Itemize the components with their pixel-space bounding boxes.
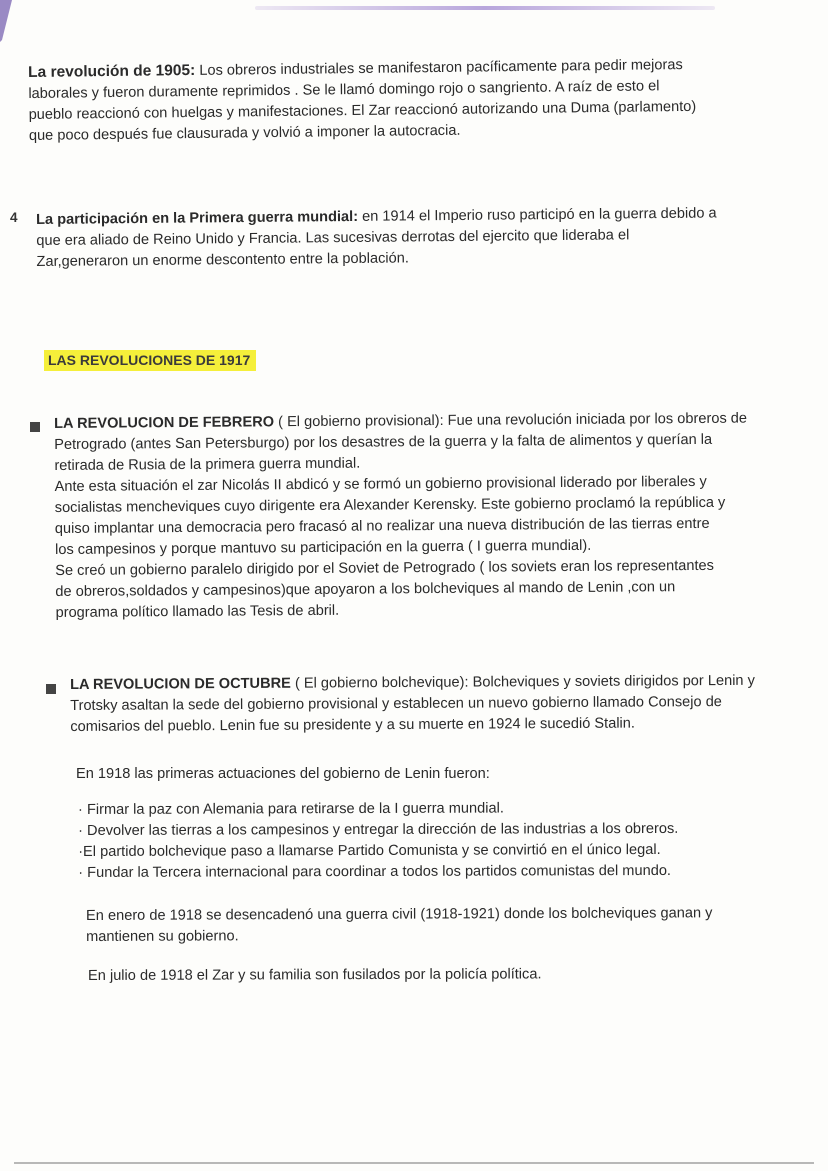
- list-item: ·El partido bolchevique paso a llamarse Partido Comunista y se convirtió en el único legal.: [78, 841, 661, 860]
- paragraph-october: LA REVOLUCION DE OCTUBRE ( El gobierno bolchevique): Bolcheviques y soviets dirigidos por Lenin y Trotsky asaltan la sede del gobierno provisional y establecen un nuevo gobierno llamado Consejo de comisarios del pueblo. Lenin fue su presidente y a su muerte en 1924 le sucedió Stalin.: [70, 672, 755, 735]
- paragraph-civil-war: En enero de 1918 se desencadenó una guerra civil (1918-1921) donde los bolcheviques ganan y mantienen su gobierno.: [86, 905, 713, 945]
- paragraph-february-title: LA REVOLUCION DE FEBRERO: [54, 414, 275, 432]
- paragraph-tsar-execution: En julio de 1918 el Zar y su familia son fusilados por la policía política.: [88, 966, 542, 984]
- list-item: · Firmar la paz con Alemania para retirarse de la I guerra mundial.: [78, 800, 504, 818]
- page-bottom-rule: [14, 1162, 814, 1164]
- intro-1918: En 1918 las primeras actuaciones del gobierno de Lenin fueron:: [76, 766, 490, 782]
- paragraph-february: LA REVOLUCION DE FEBRERO ( El gobierno provisional): Fue una revolución iniciada por los obreros de Petrogrado (antes San Petersburgo) por los desastres de la guerra y la falta de alimentos y querían la retirada de Rusia de la primera guerra mundial. Ante esta situación el zar Nicolás II abdicó y se formó un gobierno provisional liderado por liberales y socialistas mencheviques cuyo dirigente era Alexander Kerensky. Este gobierno proclamó la república y quiso implantar una democracia pero fracasó al no realizar una nueva distribución de las tierras entre los campesinos y porque mantuvo su participación en la guerra ( I guerra mundial). Se creó un gobierno paralelo dirigido por el Soviet de Petrogrado ( los soviets eran los representantes de obreros,soldados y campesinos)que apoyaron a los bolcheviques al mando de Lenin ,con un programa político llamado las Tesis de abril.: [54, 410, 748, 621]
- heading-revolutions-1917: LAS REVOLUCIONES DE 1917: [44, 350, 256, 371]
- actions-list: [78, 797, 798, 884]
- paragraph-1905: La revolución de 1905: Los obreros industriales se manifestaron pacíficamente para pedir mejoras laborales y fueron duramente reprimidos . Se le llamó domingo rojo o sangriento. A raíz de esto el pueblo reaccionó con huelgas y manifestaciones. El Zar reaccionó autorizando una Duma (parlamento) que poco después fue clausurada y volvió a imponer la autocracia.: [28, 57, 697, 144]
- paragraph-ww1: La participación en la Primera guerra mundial: en 1914 el Imperio ruso participó en la guerra debido a que era aliado de Reino Unido y Francia. Las sucesivas derrotas del ejercito que lideraba el Zar,generaron un enorme descontento entre la población.: [36, 205, 717, 270]
- bullet-square-icon: [30, 422, 40, 432]
- bullet-square-icon: [46, 684, 56, 694]
- paragraph-1905-title: La revolución de 1905:: [28, 61, 196, 81]
- list-item: · Devolver las tierras a los campesinos y entregar la dirección de las industrias a los obreros.: [78, 820, 679, 839]
- top-highlight-stripe: [255, 6, 715, 10]
- list-item: · Fundar la Tercera internacional para coordinar a todos los partidos comunistas del mundo.: [78, 862, 672, 881]
- paragraph-october-title: LA REVOLUCION DE OCTUBRE: [70, 675, 291, 693]
- section-number: 4: [10, 210, 18, 225]
- page-corner-mark: [0, 0, 14, 44]
- paragraph-ww1-title: La participación en la Primera guerra mundial:: [36, 208, 359, 228]
